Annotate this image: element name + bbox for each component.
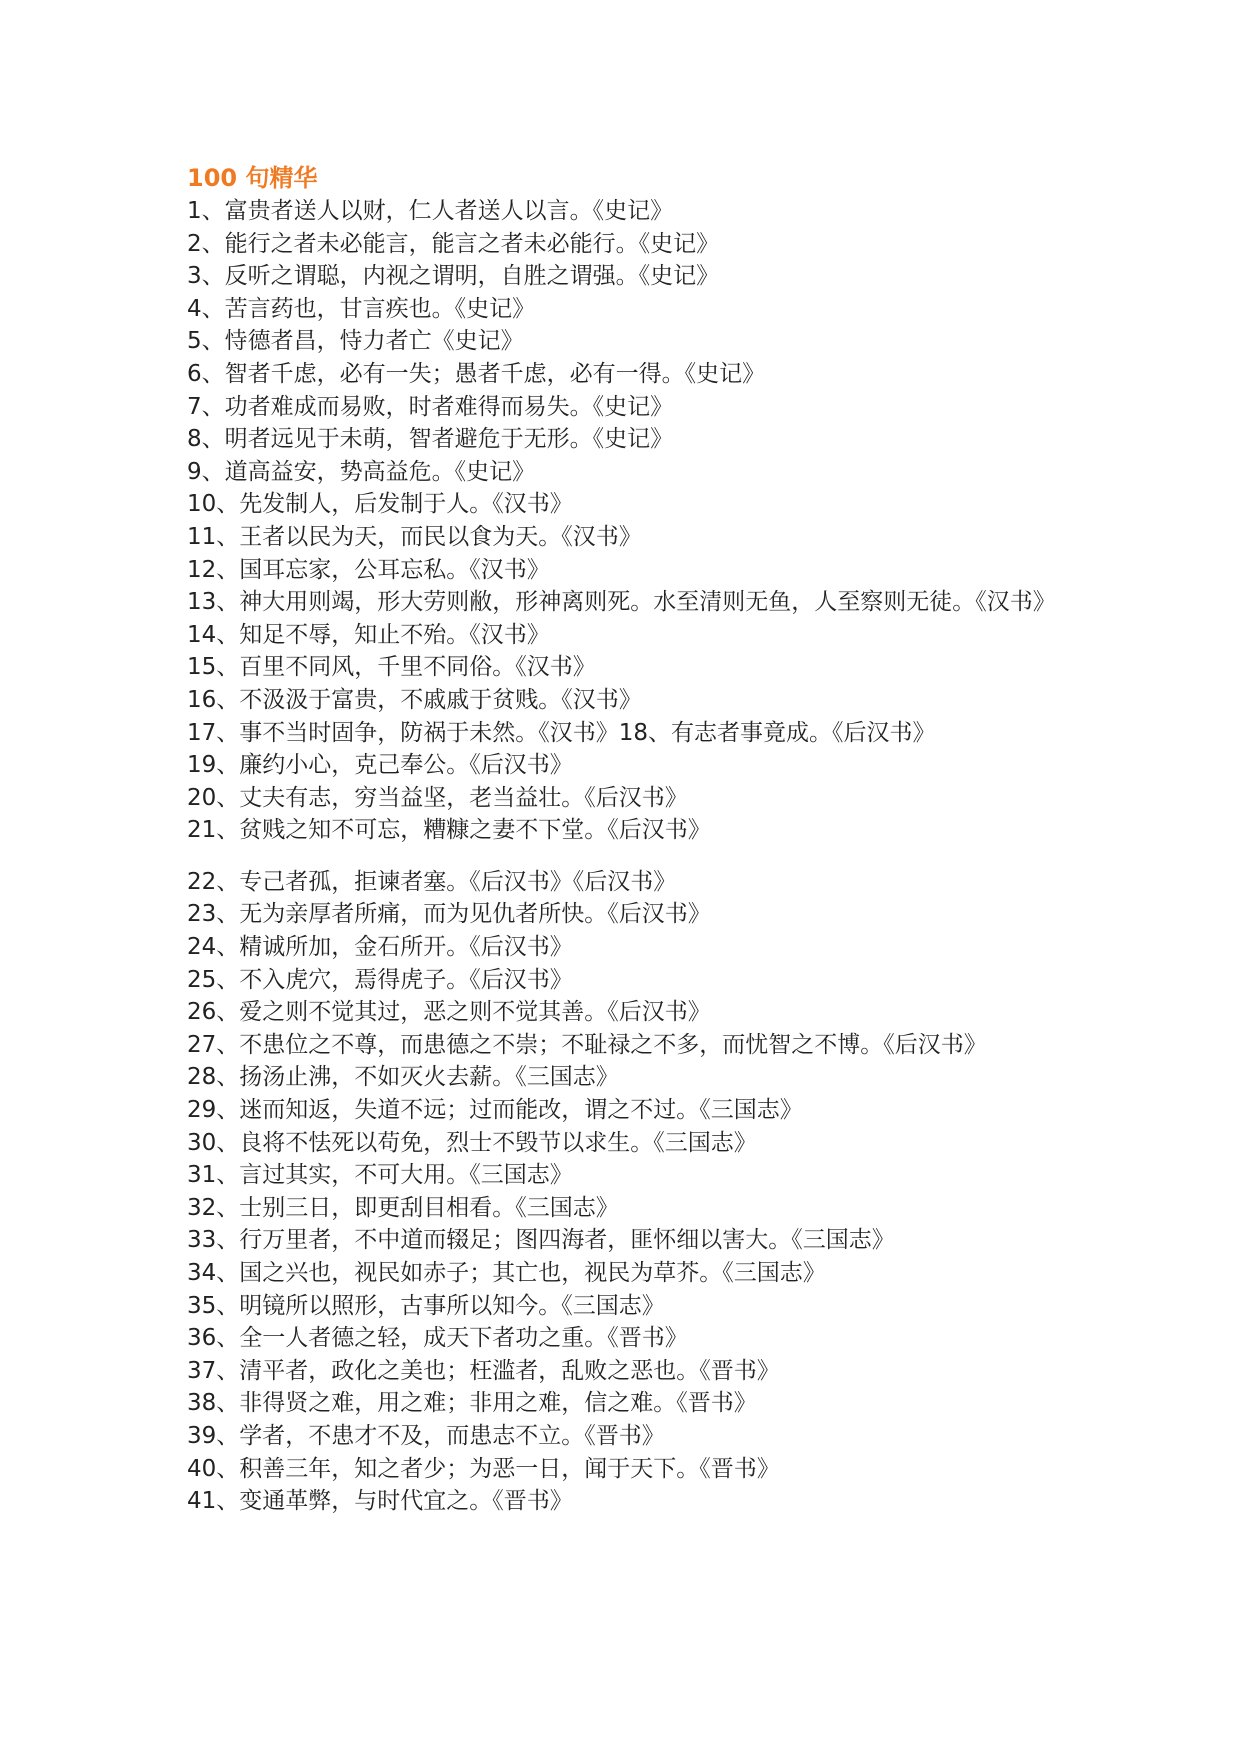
quote-item: 28、扬汤止沸，不如灭火去薪。《三国志》 [187,1064,619,1091]
quote-item: 21、贫贱之知不可忘，糟糠之妻不下堂。《后汉书》 [187,817,711,844]
quote-item: 26、爱之则不觉其过，恶之则不觉其善。《后汉书》 [187,999,711,1026]
quote-item: 12、国耳忘家，公耳忘私。《汉书》 [187,556,550,583]
quote-item: 14、知足不辱，知止不殆。《汉书》 [187,621,550,648]
quote-item: 25、不入虎穴，焉得虎子。《后汉书》 [187,966,573,993]
quote-item: 8、明者远见于未萌，智者避危于无形。《史记》 [187,426,674,453]
quote-item: 9、道高益安，势高益危。《史记》 [187,458,536,485]
quote-item: 10、先发制人，后发制于人。《汉书》 [187,491,573,518]
page-title: 100 句精华 [187,164,318,192]
quote-item: 31、言过其实，不可大用。《三国志》 [187,1162,573,1189]
quote-item: 35、明镜所以照形，古事所以知今。《三国志》 [187,1292,665,1319]
quote-item: 6、智者千虑，必有一失；愚者千虑，必有一得。《史记》 [187,360,766,387]
quote-item: 13、神大用则竭，形大劳则敝，形神离则死。水至清则无鱼，人至察则无徒。《汉书》 [187,589,1056,616]
quote-item: 37、清平者，政化之美也；枉滥者，乱败之恶也。《晋书》 [187,1357,780,1384]
quote-item: 20、丈夫有志，穷当益坚，老当益壮。《后汉书》 [187,784,688,811]
quote-item: 29、迷而知返，失道不远；过而能改，谓之不过。《三国志》 [187,1097,803,1124]
quote-item: 38、非得贤之难，用之难；非用之难，信之难。《晋书》 [187,1390,757,1417]
quote-item: 24、精诚所加，金石所开。《后汉书》 [187,934,573,961]
quote-item: 33、行万里者，不中道而辍足；图四海者，匪怀细以害大。《三国志》 [187,1227,895,1254]
quote-item: 17、事不当时固争，防祸于未然。《汉书》18、有志者事竟成。《后汉书》 [187,719,936,746]
quote-item: 3、反听之谓聪，内视之谓明，自胜之谓强。《史记》 [187,263,720,290]
quote-item: 40、积善三年，知之者少；为恶一日，闻于天下。《晋书》 [187,1455,780,1482]
quote-item: 1、富贵者送人以财，仁人者送人以言。《史记》 [187,198,674,224]
quote-item: 34、国之兴也，视民如赤子；其亡也，视民为草芥。《三国志》 [187,1260,826,1286]
quote-item: 27、不患位之不尊，而患德之不崇；不耻禄之不多，而忧智之不博。《后汉书》 [187,1031,987,1058]
document-page [187,161,1087,1518]
quote-item: 15、百里不同风，千里不同俗。《汉书》 [187,654,596,681]
quote-item: 22、专己者孤，拒谏者塞。《后汉书》《后汉书》 [187,868,677,895]
quote-item: 16、不汲汲于富贵，不戚戚于贫贱。《汉书》 [187,686,642,713]
quote-item: 7、功者难成而易败，时者难得而易失。《史记》 [187,393,674,420]
quote-list [187,195,1087,1518]
quote-item: 19、廉约小心，克己奉公。《后汉书》 [187,752,573,779]
quote-item: 2、能行之者未必能言，能言之者未必能行。《史记》 [187,230,720,257]
quote-item: 39、学者，不患才不及，而患志不立。《晋书》 [187,1422,665,1449]
quote-item: 11、王者以民为天，而民以食为天。《汉书》 [187,523,642,550]
quote-item: 32、士别三日，即更刮目相看。《三国志》 [187,1194,619,1221]
quote-item: 4、苦言药也，甘言疾也。《史记》 [187,295,536,322]
quote-item: 30、良将不怯死以苟免，烈士不毁节以求生。《三国志》 [187,1129,757,1156]
quote-item: 23、无为亲厚者所痛，而为见仇者所快。《后汉书》 [187,901,711,928]
quote-item: 41、变通革弊，与时代宜之。《晋书》 [187,1488,573,1515]
quote-item: 5、恃德者昌，恃力者亡《史记》 [187,328,524,355]
quote-item: 36、全一人者德之轻，成天下者功之重。《晋书》 [187,1325,688,1352]
